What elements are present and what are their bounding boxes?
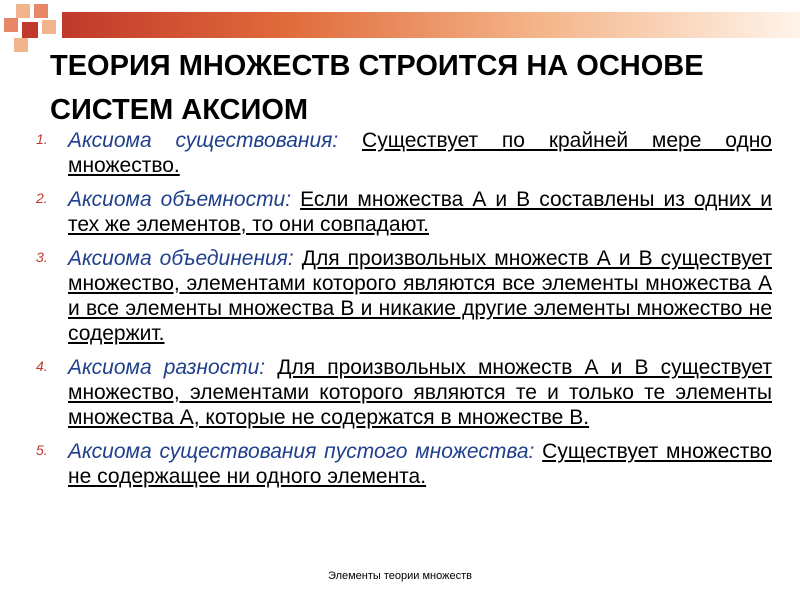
axiom-number: 1. [36,131,48,147]
axiom-list [36,128,772,498]
header-gradient-band [62,12,800,38]
slide-footer: Элементы теории множеств [328,570,472,582]
axiom-item-5 [36,439,772,489]
axiom-definition: Существует множество не содержащее ни одного элемента. [68,440,772,488]
axiom-definition: Для произвольных множеств А и В существует множество, элементами которого являются все элементы множества А и все элементы множества В и никакие другие элементы множество не содержит. [68,247,773,345]
axiom-number: 3. [36,249,48,265]
axiom-name: Аксиома разности: [68,356,266,379]
axiom-name: Аксиома объемности: [68,188,292,211]
axiom-number: 4. [36,358,48,374]
axiom-definition: Если множества А и В составлены из одних и тех же элементов, то они совпадают. [68,188,772,236]
axiom-name: Аксиома существования: [68,129,339,152]
axiom-item-1 [36,128,772,178]
axiom-name: Аксиома объединения: [68,247,294,270]
axiom-item-4 [36,355,772,430]
axiom-definition: Для произвольных множеств А и В существует множество, элементами которого являются те и только те элементы множества А, которые не содержатся в множестве В. [68,356,773,429]
slide-title: ТЕОРИЯ МНОЖЕСТВ СТРОИТСЯ НА ОСНОВЕ СИСТЕМ АКСИОМ [50,50,704,126]
axiom-number: 2. [36,190,48,206]
axiom-number: 5. [36,442,48,458]
axiom-item-3 [36,246,772,346]
axiom-item-2 [36,187,772,237]
axiom-name: Аксиома существования пустого множества: [68,440,535,463]
axiom-definition: Существует по крайней мере одно множество. [68,129,772,177]
